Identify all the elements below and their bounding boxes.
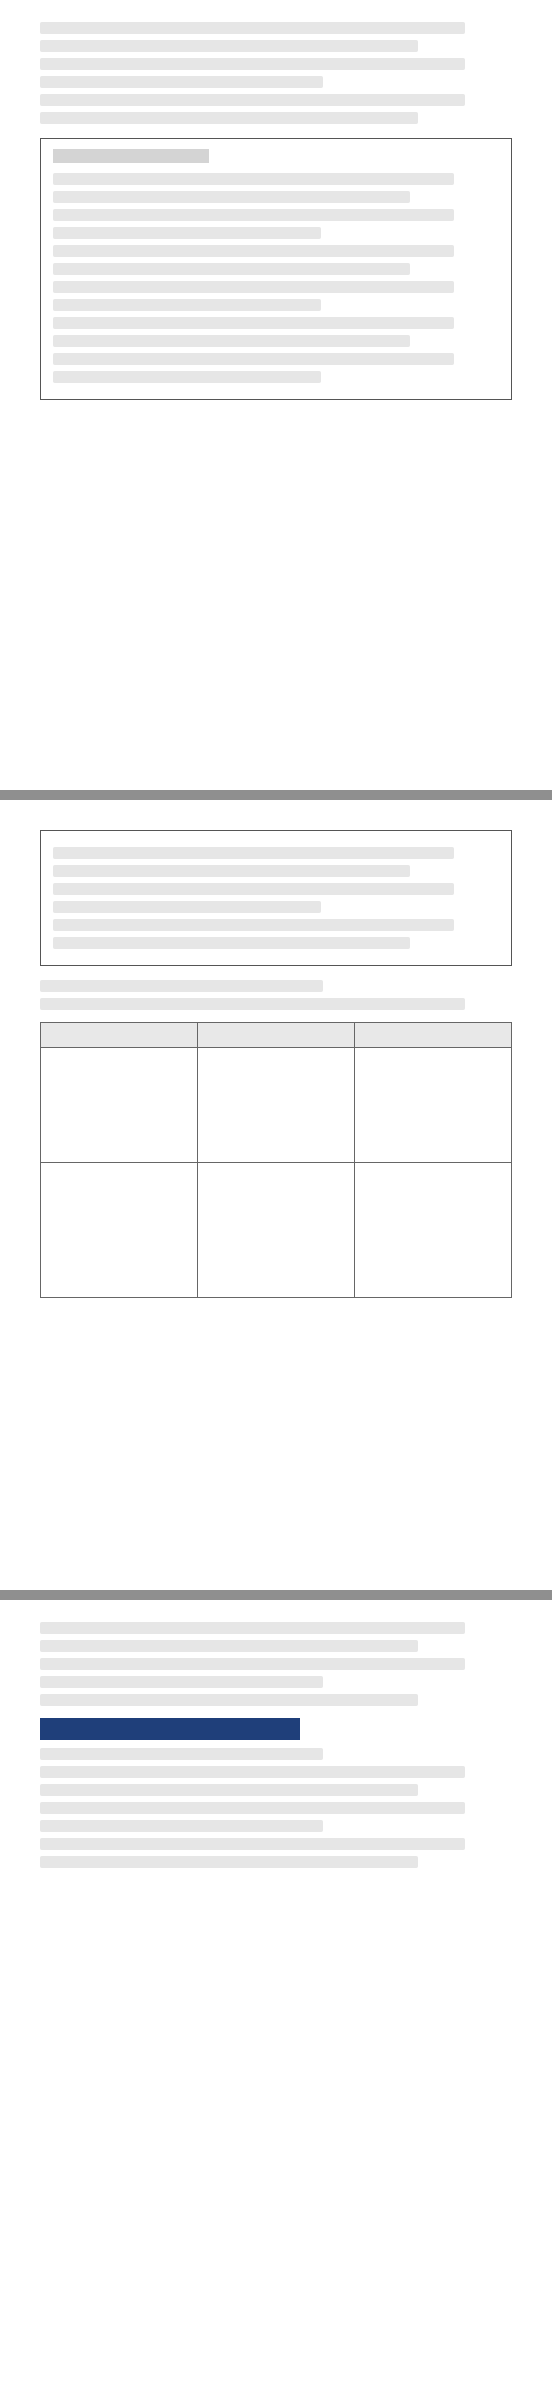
section-heading-bar	[40, 1718, 300, 1740]
text-line	[40, 1640, 418, 1652]
text-line	[40, 1748, 323, 1760]
table-header-cell	[355, 1023, 512, 1048]
text-line	[40, 1838, 465, 1850]
text-line	[40, 998, 465, 1010]
table-row	[41, 1048, 512, 1163]
info-box-heading	[53, 149, 209, 163]
text-line	[40, 1622, 465, 1634]
text-line	[40, 22, 465, 34]
document-page-1	[0, 0, 552, 790]
text-line	[40, 40, 418, 52]
table-header-cell	[41, 1023, 198, 1048]
data-table	[40, 1022, 512, 1298]
text-line	[40, 76, 323, 88]
text-line	[40, 112, 418, 124]
text-line	[40, 980, 323, 992]
text-line	[40, 1694, 418, 1706]
document-page-3	[0, 1600, 552, 2386]
text-line	[40, 58, 465, 70]
info-box	[40, 138, 512, 400]
document-page-2	[0, 800, 552, 1590]
text-line	[40, 1856, 418, 1868]
text-line	[40, 1676, 323, 1688]
text-line	[40, 1820, 323, 1832]
info-box	[40, 830, 512, 966]
table-row	[41, 1163, 512, 1298]
text-line	[40, 1802, 465, 1814]
text-line	[40, 94, 465, 106]
text-line	[40, 1658, 465, 1670]
table-header-cell	[198, 1023, 355, 1048]
text-line	[40, 1766, 465, 1778]
text-line	[40, 1784, 418, 1796]
